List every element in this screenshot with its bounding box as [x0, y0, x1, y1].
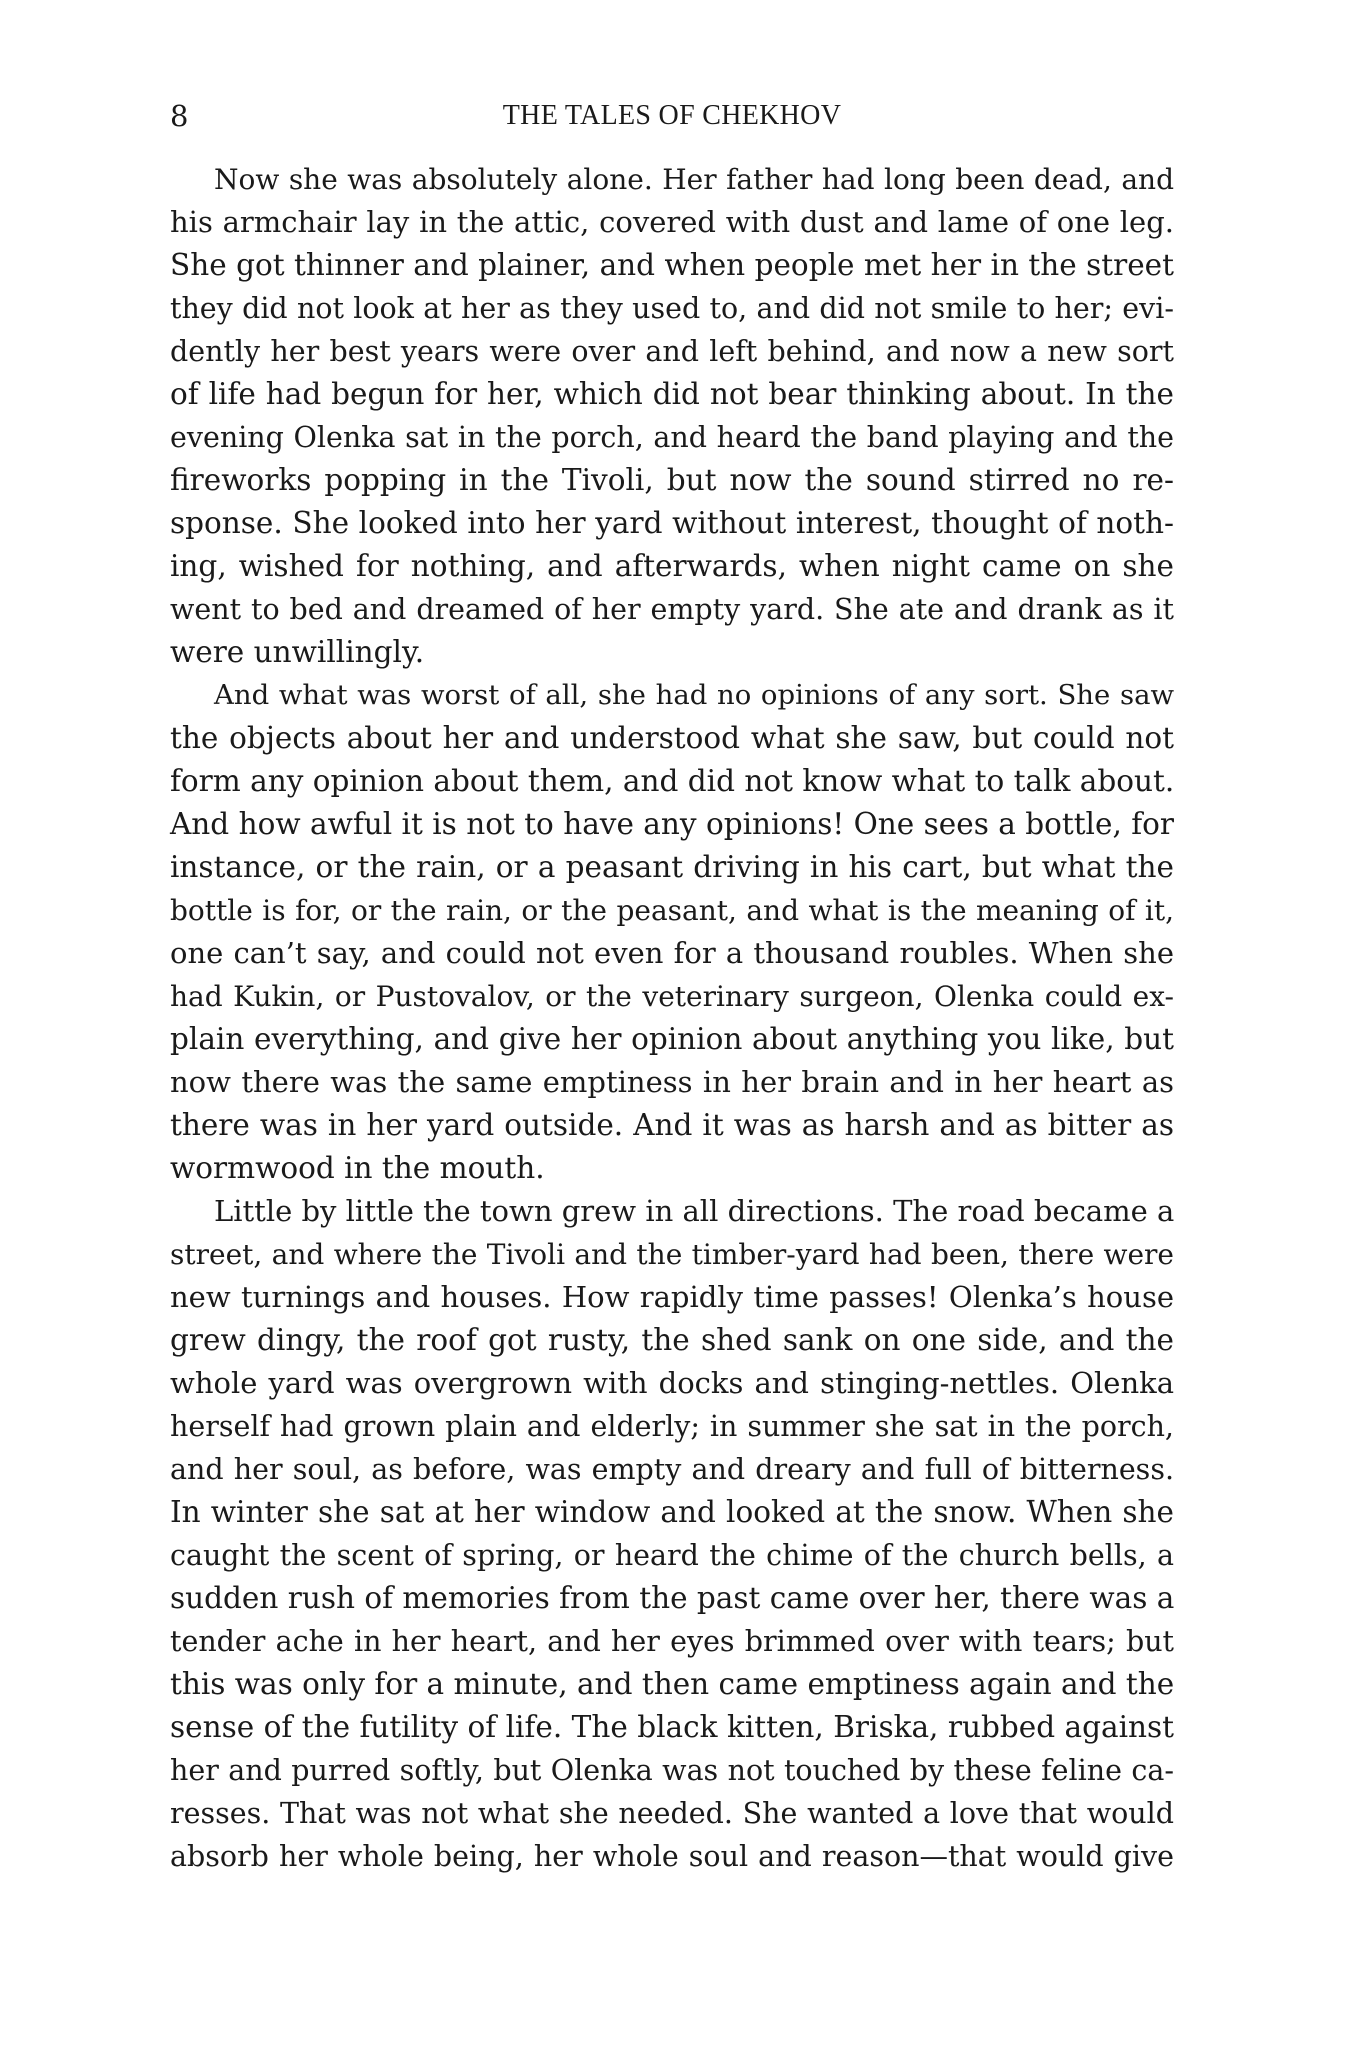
text-line: now there was the same emptiness in her brain and in her heart as	[170, 1065, 1174, 1099]
text-line: She got thinner and plainer, and when people met her in the street	[170, 248, 1174, 282]
text-line: wormwood in the mouth.	[170, 1151, 545, 1185]
text-line: sponse. She looked into her yard without interest, thought of noth-	[170, 506, 1174, 540]
text-line: went to bed and dreamed of her empty yard. She ate and drank as it	[170, 593, 1174, 626]
text-line: new turnings and houses. How rapidly time passes! Olenka’s house	[170, 1280, 1174, 1314]
text-line: sudden rush of memories from the past came over her, there was a	[170, 1581, 1175, 1615]
text-line: Now she was absolutely alone. Her father had long been dead, and	[214, 163, 1174, 196]
text-line: absorb her whole being, her whole soul and reason—that would give	[170, 1840, 1174, 1873]
text-line: this was only for a minute, and then came emptiness again and the	[170, 1667, 1175, 1701]
text-line: sense of the futility of life. The black kitten, Briska, rubbed against	[170, 1710, 1174, 1744]
paragraph	[170, 1190, 1174, 1878]
paragraph	[170, 674, 1174, 1190]
text-line: In winter she sat at her window and looked at the snow. When she	[170, 1495, 1174, 1529]
text-line: evening Olenka sat in the porch, and heard the band playing and the	[170, 421, 1174, 454]
text-line: And how awful it is not to have any opinions! One sees a bottle, for	[170, 807, 1174, 841]
text-line: Little by little the town grew in all directions. The road became a	[214, 1194, 1175, 1228]
text-line: ing, wished for nothing, and afterwards, when night came on she	[170, 549, 1174, 583]
text-line: the objects about her and understood what she saw, but could not	[170, 721, 1174, 755]
body-text	[170, 158, 1174, 1878]
text-line: resses. That was not what she needed. She wanted a love that would	[170, 1797, 1174, 1830]
text-line: whole yard was overgrown with docks and stinging-nettles. Olenka	[170, 1366, 1174, 1400]
text-line: caught the scent of spring, or heard the chime of the church bells, a	[170, 1539, 1174, 1572]
text-line: and her soul, as before, was empty and dreary and full of bitterness.	[170, 1453, 1174, 1486]
text-line: form any opinion about them, and did not know what to talk about.	[170, 764, 1175, 798]
text-line: street, and where the Tivoli and the timber-yard had been, there were	[170, 1238, 1174, 1271]
text-line: herself had grown plain and elderly; in summer she sat in the porch,	[170, 1410, 1174, 1443]
text-line: one can’t say, and could not even for a thousand roubles. When she	[170, 936, 1174, 970]
text-line: had Kukin, or Pustovalov, or the veterinary surgeon, Olenka could ex-	[170, 980, 1174, 1013]
text-line: grew dingy, the roof got rusty, the shed sank on one side, and the	[170, 1323, 1174, 1357]
text-line: dently her best years were over and left behind, and now a new sort	[170, 335, 1174, 368]
text-line: tender ache in her heart, and her eyes brimmed over with tears; but	[170, 1625, 1174, 1658]
text-line: they did not look at her as they used to, and did not smile to her; evi-	[170, 292, 1174, 325]
page-header	[170, 96, 1174, 136]
text-line: of life had begun for her, which did not bear thinking about. In the	[170, 377, 1174, 411]
text-line: plain everything, and give her opinion about anything you like, but	[170, 1022, 1174, 1056]
page-number: 8	[170, 99, 189, 133]
text-line: And what was worst of all, she had no opinions of any sort. She saw	[214, 679, 1174, 711]
text-line: fireworks popping in the Tivoli, but now the sound stirred no re-	[170, 463, 1174, 497]
text-line: his armchair lay in the attic, covered with dust and lame of one leg.	[170, 205, 1174, 239]
text-line: bottle is for, or the rain, or the peasant, and what is the meaning of it,	[170, 894, 1174, 927]
text-line: her and purred softly, but Olenka was not touched by these feline ca-	[170, 1754, 1174, 1787]
paragraph	[170, 158, 1174, 674]
running-head: THE TALES OF CHEKHOV	[502, 100, 842, 131]
text-line: there was in her yard outside. And it was as harsh and as bitter as	[170, 1108, 1174, 1142]
text-line: were unwillingly.	[170, 635, 425, 669]
text-line: instance, or the rain, or a peasant driving in his cart, but what the	[170, 850, 1174, 884]
